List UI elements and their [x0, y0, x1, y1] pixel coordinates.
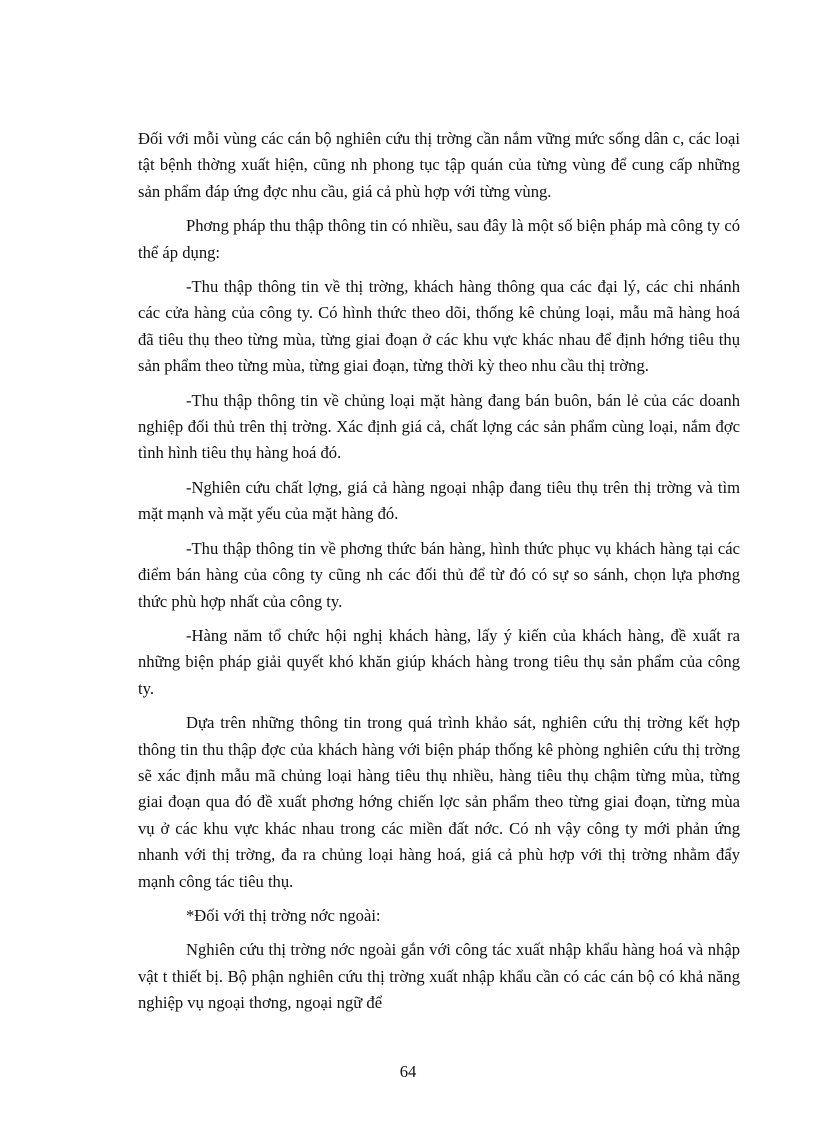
paragraph-2: Phơng pháp thu thập thông tin có nhiều, sau đây là một số biện pháp mà công ty có thể áp dụng:: [138, 216, 740, 262]
page-number: 64: [399, 1062, 417, 1081]
document-page: [138, 126, 740, 1017]
paragraph-6: -Thu thập thông tin về phơng thức bán hàng, hình thức phục vụ khách hàng tại các điểm bán hàng của công ty cũng nh các đối thủ để từ đó có sự so sánh, chọn lựa phơng thức phù hợp nhất của công ty.: [138, 538, 740, 611]
paragraph-1: Đối với mỗi vùng các cán bộ nghiên cứu thị trờng cần nắm vững mức sống dân c, các loại tật bệnh thờng xuất hiện, cũng nh phong tục tập quán của từng vùng để cung cấp những sản phẩm đáp ứng đợc nhu cầu, giá cả phù hợp với từng vùng.: [138, 129, 740, 201]
paragraph-5: -Nghiên cứu chất lợng, giá cả hàng ngoại nhập đang tiêu thụ trên thị trờng và tìm mặt mạnh và mặt yếu của mặt hàng đó.: [138, 477, 740, 524]
paragraph-9: *Đối với thị trờng nớc ngoài:: [186, 905, 381, 925]
paragraph-10: Nghiên cứu thị trờng nớc ngoài gắn với công tác xuất nhập khẩu hàng hoá và nhập vật t thiết bị. Bộ phận nghiên cứu thị trờng xuất nhập khẩu cần có các cán bộ có khả năng nghiệp vụ ngoại thơng, ngoại ngữ để: [138, 940, 740, 1013]
paragraph-7: -Hàng năm tổ chức hội nghị khách hàng, lấy ý kiến của khách hàng, đề xuất ra những biện pháp giải quyết khó khăn giúp khách hàng trong tiêu thụ sản phẩm của công ty.: [138, 625, 740, 698]
paragraph-8: Dựa trên những thông tin trong quá trình khảo sát, nghiên cứu thị trờng kết hợp thông tin thu thập đợc của khách hàng với biện pháp thống kê phòng nghiên cứu thị trờng sẽ xác định mẫu mã chủng loại hàng tiêu thụ nhiều, hàng tiêu thụ chậm từng mùa, từng giai đoạn qua đó đề xuất phơng hớng chiến lợc sản phẩm theo từng giai đoạn, từng mùa vụ ở các khu vực khác nhau trong các miền đất nớc. Có nh vậy công ty mới phản ứng nhanh với thị trờng, đa ra chủng loại hàng hoá, giá cả phù hợp với thị trờng nhằm đẩy mạnh công tác tiêu thụ.: [138, 713, 740, 891]
paragraph-4: -Thu thập thông tin về chủng loại mặt hàng đang bán buôn, bán lẻ của các doanh nghiệp đối thủ trên thị trờng. Xác định giá cả, chất lợng các sản phẩm cùng loại, nắm đợc tình hình tiêu thụ hàng hoá đó.: [138, 390, 740, 463]
paragraph-3: -Thu thập thông tin về thị trờng, khách hàng thông qua các đại lý, các chi nhánh các cửa hàng của công ty. Có hình thức theo dõi, thống kê chủng loại, mẫu mã hàng hoá đã tiêu thụ theo từng mùa, từng giai đoạn ở các khu vực khác nhau để định hớng tiêu thụ sản phẩm theo từng mùa, từng giai đoạn, từng thời kỳ theo nhu cầu thị trờng.: [138, 277, 740, 376]
